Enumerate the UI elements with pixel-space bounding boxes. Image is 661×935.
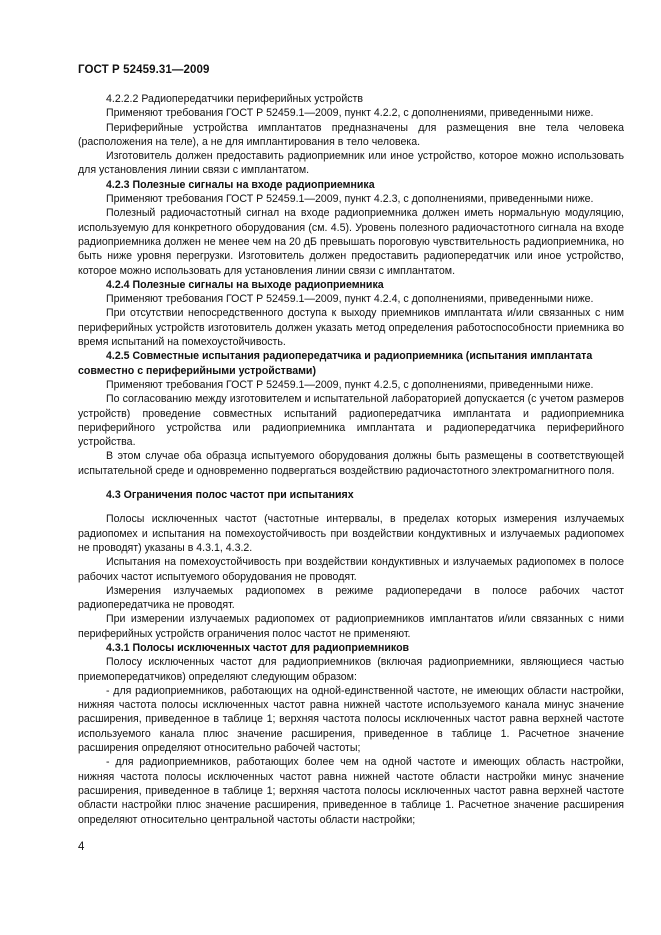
paragraph: Полосы исключенных частот (частотные интервалы, в пределах которых измерения излучаемых радиопомех и испытания на помехоустойчивость при воздействии кондуктивных и излучаемых радиопомех не проводят) указаны в 4.3.1, 4.3.2.	[78, 513, 624, 554]
paragraph: Применяют требования ГОСТ Р 52459.1—2009, пункт 4.2.4, с дополнениями, приведенными ниже.	[106, 293, 594, 306]
paragraph: - для радиоприемников, работающих на одной-единственной частоте, не имеющих области настройки, нижняя частота полосы исключенных частот равна нижней частоте используемого канала минус значение расширения, приведенное в таблице 1; верхняя частота полосы исключенных частот равна верхней частоте используемого канала плюс значение расширения, приведенное в таблице 1. Расчетное значение расширения определяют относительно рабочей частоты;	[78, 684, 624, 755]
document-body	[78, 92, 624, 827]
paragraph: Периферийные устройства имплантатов предназначены для размещения вне тела человека (расположения на теле), а не для имплантирования в тело человека.	[78, 121, 624, 148]
paragraph: Применяют требования ГОСТ Р 52459.1—2009, пункт 4.2.5, с дополнениями, приведенными ниже.	[106, 378, 594, 391]
paragraph: При отсутствии непосредственного доступа к выходу приемников имплантата и/или связанных с ним периферийных устройств изготовитель должен указать метод определения работоспособности приемника во время испытаний на помехоустойчивость.	[78, 307, 624, 349]
paragraph: Полосу исключенных частот для радиоприемников (включая радиоприемники, являющиеся частью приемопередатчиков) определяют следующим образом:	[78, 656, 624, 683]
page-number: 4	[78, 841, 85, 853]
spacer	[78, 478, 624, 488]
paragraph: В этом случае оба образца испытуемого оборудования должны быть размещены в соответствующей испытательной среде и одновременно подвергаться воздействию радиочастотного электромагнитного поля.	[78, 450, 624, 477]
section-heading: 4.2.3 Полезные сигналы на входе радиоприемника	[106, 178, 375, 191]
section-heading: 4.2.4 Полезные сигналы на выходе радиоприемника	[106, 278, 384, 291]
spacer	[78, 502, 624, 512]
paragraph: Изготовитель должен предоставить радиоприемник или иное устройство, которое можно использовать для установления линии связи с имплантатом.	[78, 150, 624, 177]
paragraph: Испытания на помехоустойчивость при воздействии кондуктивных и излучаемых радиопомех в полосе рабочих частот испытуемого оборудования не проводят.	[78, 556, 624, 583]
paragraph: По согласованию между изготовителем и испытательной лабораторией допускается (с учетом размеров устройств) проведение совместных испытаний радиопередатчика имплантата и радиоприемника периферийного устройства или радиоприемника имплантата и радиопередатчика периферийного устройства.	[78, 393, 624, 449]
section-heading: 4.2.5 Совместные испытания радиопередатчика и радиоприемника (испытания имплантата совместно с периферийными устройствами)	[78, 350, 593, 377]
paragraph: 4.2.2.2 Радиопередатчики периферийных устройств	[106, 93, 364, 105]
section-heading: 4.3 Ограничения полос частот при испытаниях	[106, 489, 354, 502]
paragraph: - для радиоприемников, работающих более чем на одной частоте и имеющих область настройки, нижняя частота полосы исключенных частот равна нижней частоте области настройки минус значение расширения, приведенное в таблице 1; верхняя частота полосы исключенных частот равна верхней частоте области настройки плюс значение расширения, приведенное в таблице 1. Расчетное значение расширения определяют относительно центральной частоты области настройки;	[78, 756, 624, 826]
section-heading: 4.3.1 Полосы исключенных частот для радиоприемников	[106, 641, 410, 654]
paragraph: Применяют требования ГОСТ Р 52459.1—2009, пункт 4.2.2, с дополнениями, приведенными ниже.	[106, 107, 594, 120]
paragraph: Измерения излучаемых радиопомех в режиме радиопередачи в полосе рабочих частот радиопередатчика не проводят.	[78, 584, 624, 612]
page-header: ГОСТ Р 52459.31—2009	[78, 64, 210, 76]
paragraph: Применяют требования ГОСТ Р 52459.1—2009, пункт 4.2.3, с дополнениями, приведенными ниже.	[106, 193, 594, 206]
paragraph: Полезный радиочастотный сигнал на входе радиоприемника должен иметь нормальную модуляцию, используемую для конкретного оборудования (см. 4.5). Уровень полезного радиочастотного сигнала на входе радиоприемника должен не менее чем на 20 дБ превышать пороговую чувствительность радиоприемника, но быть ниже уровня перегрузки. Изготовитель должен предоставить радиопередатчик или иное устройство, которое можно использовать для установления линии связи с имплантатом.	[78, 207, 624, 277]
paragraph: При измерении излучаемых радиопомех от радиоприемников имплантатов и/или связанных с ними периферийных устройств ограничения полос частот не применяют.	[78, 613, 624, 640]
